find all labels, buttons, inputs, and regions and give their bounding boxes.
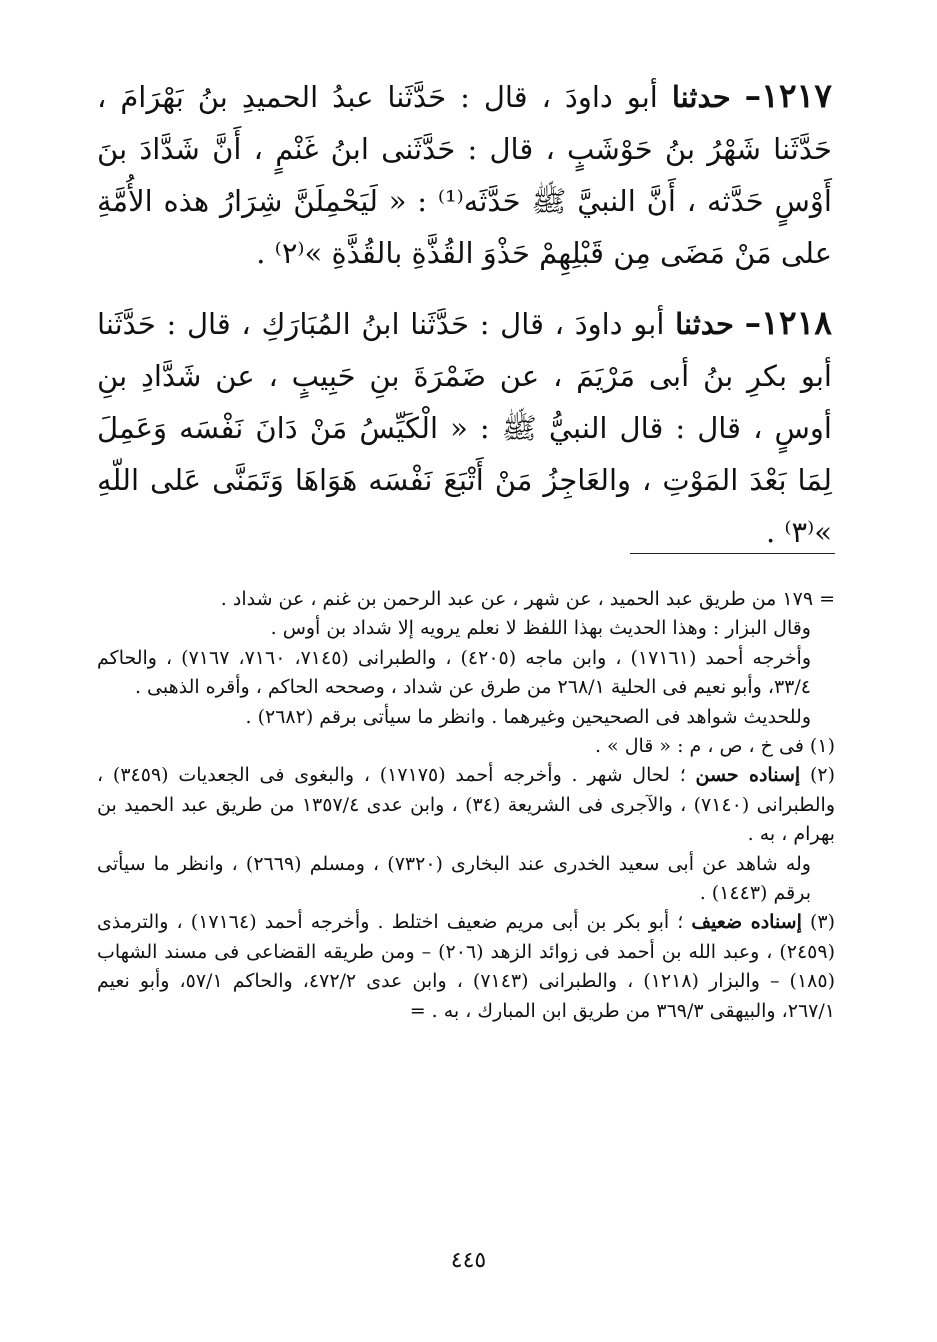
hadith-intro: حدثنا	[675, 307, 734, 341]
footnote-marker: (٢)	[800, 764, 835, 787]
footnote-grade: إسناده ضعيف	[691, 911, 802, 934]
footnote-paragraph: وله شاهد عن أبى سعيد الخدرى عند البخارى (٧٣٢٠) ، ومسلم (٢٦٦٩) ، وانظر ما سيأتى برقم (١٤٤٣) .	[97, 852, 811, 905]
footnote-separator	[630, 553, 835, 554]
hadith-intro: حدثنا	[671, 80, 731, 114]
footnote-paragraph: وقال البزار : وهذا الحديث بهذا اللفظ لا نعلم يرويه إلا شداد بن أوس .	[270, 617, 811, 640]
footnote-1: (١) فى خ ، ص ، م : « قال » .	[594, 735, 835, 758]
hadith-text: أبو داودَ ، قال : حَدَّثَنا ابنُ المُبَارَكِ ، قال : حَدَّثَنا أبو بكرِ بنُ أبى مَرْيَمَ ، عن ضَمْرَةَ بنِ حَبِيبٍ ، عن شَدَّادِ بنِ أوسٍ ، قال : قال النبيُّ ﷺ : « الْكَيِّسُ مَنْ دَانَ نَفْسَه وَعَمِلَ لِمَا بَعْدَ المَوْتِ ، والعَاجِزُ مَنْ أَتْبَعَ نَفْسَه هَوَاهَا وَتَمَنَّى عَلى اللّهِ »⁽٣⁾ .	[97, 307, 832, 549]
footnote-paragraph: وأخرجه أحمد (١٧١٦١) ، وابن ماجه (٤٢٠٥) ، والطبرانى (٧١٤٥، ٧١٦٠، ٧١٦٧) ، والحاكم ٣٣/٤، وأبو نعيم فى الحلية ٢٦٨/١ من طرق عن شداد ، وصححه الحاكم ، وأقره الذهبى .	[97, 646, 812, 699]
footnote-text: ؛ أبو بكر بن أبى مريم ضعيف اختلط . وأخرجه أحمد (١٧١٦٤) ، والترمذى (٢٤٥٩) ، وعبد الله بن أحمد فى زوائد الزهد (٢٠٦) – ومن طريقه القضاعى فى مسند الشهاب (١٨٥) – والبزار (١٢١٨) ، والطبرانى (٧١٤٣) ، وابن عدى ٤٧٢/٢، والحاكم ٥٧/١، وأبو نعيم ٢٦٧/١، والبيهقى ٣٦٩/٣ من طريق ابن المبارك ، به . =	[97, 911, 836, 1022]
hadith-number: ١٢١٨–	[744, 303, 833, 342]
page-number: ٤٤٥	[450, 1248, 487, 1273]
footnotes	[97, 585, 835, 1026]
footnote-marker: (٣)	[801, 911, 836, 934]
hadith-number: ١٢١٧–	[744, 76, 833, 115]
footnote-2	[97, 761, 835, 849]
footnote-continuation: = ١٧٩ من طريق عبد الحميد ، عن شهر ، عن عبد الرحمن بن غنم ، عن شداد .	[220, 588, 835, 610]
footnote-3	[97, 908, 835, 1026]
footnote-grade: إسناده حسن	[695, 764, 801, 787]
footnote-paragraph: وللحديث شواهد فى الصحيحين وغيرهما . وانظر ما سيأتى برقم (٢٦٨٢) .	[245, 705, 811, 728]
hadith-1218	[97, 297, 832, 558]
hadith-section	[97, 70, 832, 576]
hadith-1217	[97, 70, 832, 279]
footnote-text: ؛ لحال شهر . وأخرجه أحمد (١٧١٧٥) ، والبغوى فى الجعديات (٣٤٥٩) ، والطبرانى (٧١٤٠) ، والآجرى فى الشريعة (٣٤) ، وابن عدى ١٣٥٧/٤ من طريق عبد الحميد بن بهرام ، به .	[97, 764, 836, 846]
hadith-text: أبو داودَ ، قال : حَدَّثَنا عبدُ الحميدِ بنُ بَهْرَامَ ، حَدَّثَنا شَهْرُ بنُ حَوْشَبٍ ، قال : حَدَّثَنى ابنُ غَنْمٍ ، أَنَّ شَدَّادَ بنَ أَوْسٍ حَدَّثه ، أَنَّ النبيَّ ﷺ حَدَّثَه⁽¹⁾ : « لَيَحْمِلَنَّ شِرَارُ هذه الأُمَّةِ على مَنْ مَضَى مِن قَبْلِهِمْ حَذْوَ القُذَّةِ بالقُذَّةِ »⁽٢⁾ .	[97, 80, 832, 270]
